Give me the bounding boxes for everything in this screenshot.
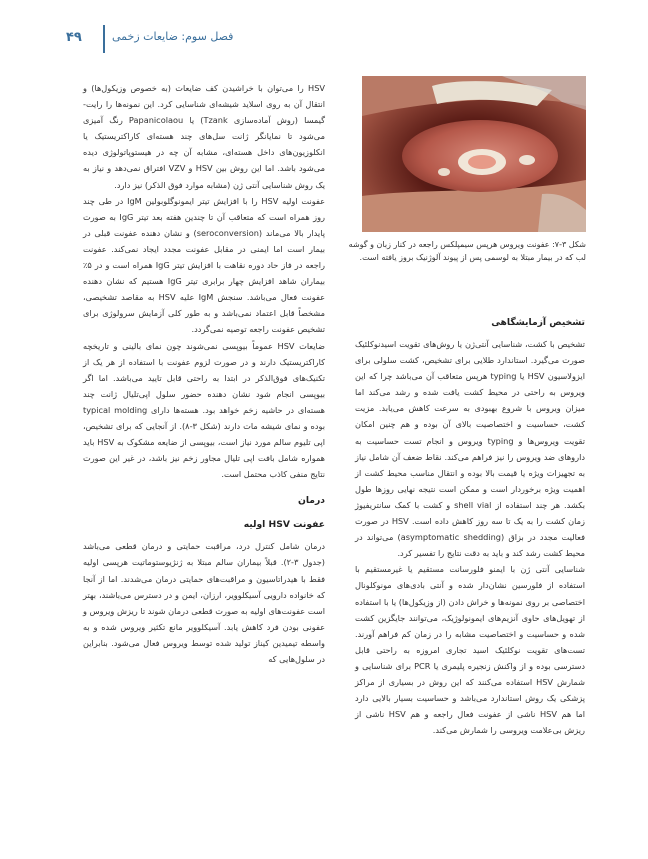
section-heading-treatment: درمان xyxy=(298,495,325,507)
chapter-title: فصل سوم: ضایعات زخمی xyxy=(112,30,234,43)
paragraph: عفونت اولیه HSV را با افزایش تیتر ایمونوگلوبولین IgM در طی چند روز همراه است که متعاقب آن تا چندین هفته بعد تیتر IgG به صورت پایدار بالا می‌ماند (seroconversion) و نشان دهنده عفونت قبلی در بیمار است اما ایمنی در مقابل عفونت مجدد ایجاد نمی‌کند. عفونت راجعه در فاز حاد دوره نقاهت با افزایش تیتر IgG همراه است و در ۵٪ بیماران شاهد افزایش چهار برابری تیتر IgG هستیم که نشان دهنده عفونت فعال می‌باشد. سنجش IgM علیه HSV به مقاصد تشخیصی، مشخصاً قابل اعتماد نمی‌باشد و به طور کلی آزمایش سرولوژی برای تشخیص عفونت راجعه توصیه نمی‌گردد. xyxy=(83,195,326,335)
page-number: ۴۹ xyxy=(66,30,82,45)
paragraph: شناسایی آنتی ژن با ایمنو فلورسانت مستقیم یا غیرمستقیم با استفاده از فلورسین نشان‌دار شده و آنتی بادی‌های مونوکلونال اختصاصی بر روی نمونه‌ها و خراش دادن (از وزیکول‌ها) یا با استفاده از تهویل‌های حاوی آنزیم‌های ایمونولوژیک، می‌توانند جایگزین کشت شده و حساسیت و اختصاصیت مشابه را در زمان کم فراهم آورند. تست‌های تقویت نوکلئیک اسید تجاری امروزه به راحتی قابل دسترسی بوده و از واکنش زنجیره پلیمری یا PCR برای شناسایی و شمارش HSV استفاده می‌کنند که این روش در بسیاری از مراکز پزشکی یک روش استاندارد می‌باشد و حساسیت بسیار بالایی دارد اما هم HSV ناشی از عفونت فعال راجعه و هم HSV ناشی از ریزش بی‌علامت ویروسی را شمارش می‌کند. xyxy=(355,564,585,736)
section-heading-lab-diagnosis: تشخیص آزمایشگاهی xyxy=(491,317,585,328)
lesion-photo-illustration xyxy=(362,76,586,232)
oral-lesion-photo xyxy=(362,76,586,232)
right-column xyxy=(355,308,585,738)
left-column xyxy=(83,80,325,667)
paragraph: HSV را می‌توان با خراشیدن کف ضایعات (به خصوص وزیکول‌ها) و انتقال آن به روی اسلاید شیشه‌ای شناسایی کرد. این نمونه‌ها را رایت- گیمسا (روش آماده‌سازی Tzank) یا Papanicolaou رنگ آمیزی می‌شود تا نمایانگر ژانت سل‌های چند هسته‌ای کاراکتریستیک یا انکلوزیون‌های داخل هسته‌ای، مشابه آن چه در هیستوپاتولوژی دیده می‌شود باشد. اما این روش بین HSV و VZV افتراق نمی‌دهد و نیاز به یک روش شناسایی آنتی ژن (مشابه موارد فوق الذکر) نیز دارد. xyxy=(83,83,325,190)
paragraph: تشخیص با کشت، شناسایی آنتی‌ژن یا روش‌های تقویت اسیدنوکلئیک صورت می‌گیرد. استاندارد طلایی برای تشخیص، کشت سلولی برای ایزولاسیون HSV یا typing هرپس متعاقب آن می‌باشد چرا که این ویروس به راحتی در محیط کشت یافت شده و رشد می‌کند اما میزان ویروس با شروع بهبودی به سرعت کاهش می‌یابد. مزیت کشت، حساسیت و اختصاصیت بالای آن بوده و هم چنین امکان تقویت ویروس‌ها و typing ویروس و انجام تست حساسیت به داروهای ضد ویروس را نیز فراهم می‌کند. نقاط ضعف آن شامل نیاز به تجهیزات ویژه یا قیمت بالا بوده و انتقال مناسب محیط کشت از اهمیت ویژه برخوردار است و ممکن است نتیجه نهایی روزها طول بکشد. هر چند استفاده از shell vial و کشت با کمک سانتریفیوژ زمان کشت را به یک تا سه روز کاهش داده است. HSV در صورت فعالیت مجدد در بزاق (asymptomatic shedding) می‌تواند در محیط کشت رشد کند و باید به دقت نتایج را تفسیر کرد. xyxy=(355,339,586,559)
paragraph: درمان شامل کنترل درد، مراقبت حمایتی و درمان قطعی می‌باشد (جدول ۳-۲). قبلاً بیماران سالم مبتلا به ژنژیوستوماتیت هرپسی اولیه فقط با هیدراتاسیون و مراقبت‌های حمایتی درمان می‌شدند. اما از آنجا که خانواده دارویی آسیکلوویر، ارزان، ایمن و در دسترس می‌باشند، بهتر است عفونت‌های اولیه به صورت قطعی درمان شوند تا ریزش ویروس و عفونی بودن فرد کاهش یابد. آسیکلوویر مانع تکثیر ویروس شده و به واسطه تیمیدین کیناز تولید شده توسط ویروس فعال می‌شود. بنابراین در سلول‌هایی که xyxy=(83,541,325,664)
paragraph: ضایعات HSV عموماً بیوپسی نمی‌شوند چون نمای بالینی و تاریخچه کاراکتریستیک دارند و در صورت لزوم عفونت با استفاده از هر یک از تکنیک‌های فوق‌الذکر در ابتدا به راحتی قابل تایید می‌باشد. اما اگر بیوپسی انجام شود نشان دهنده حضور سلول اپی‌تلیال ژانت چند هسته‌ای در حاشیه زخم خواهد بود. هسته‌ها دارای typical molding بوده و نمای شیشه مات دارند (شکل ۳-۸). از آنجایی که برای تشخیص، اپی تلیوم سالم مورد نیاز است، بیوپسی از ضایعه مشکوک به HSV باید همواره شامل بافت اپی تلیال مجاور زخم نیز باشد، در غیر این صورت نتایج منفی کاذب محتمل است. xyxy=(83,340,325,480)
subsection-heading-primary-hsv: عفونت HSV اولیه xyxy=(243,519,325,531)
figure-caption: شکل ۳-۷: عفونت ویروس هرپس سیمپلکس راجعه در کنار زبان و گوشه لب که در بیمار مبتلا به لوسمی پس از پیوند آلوژنیک بروز یافته است. xyxy=(348,240,586,262)
header-divider xyxy=(103,25,105,53)
page-header xyxy=(0,0,648,64)
